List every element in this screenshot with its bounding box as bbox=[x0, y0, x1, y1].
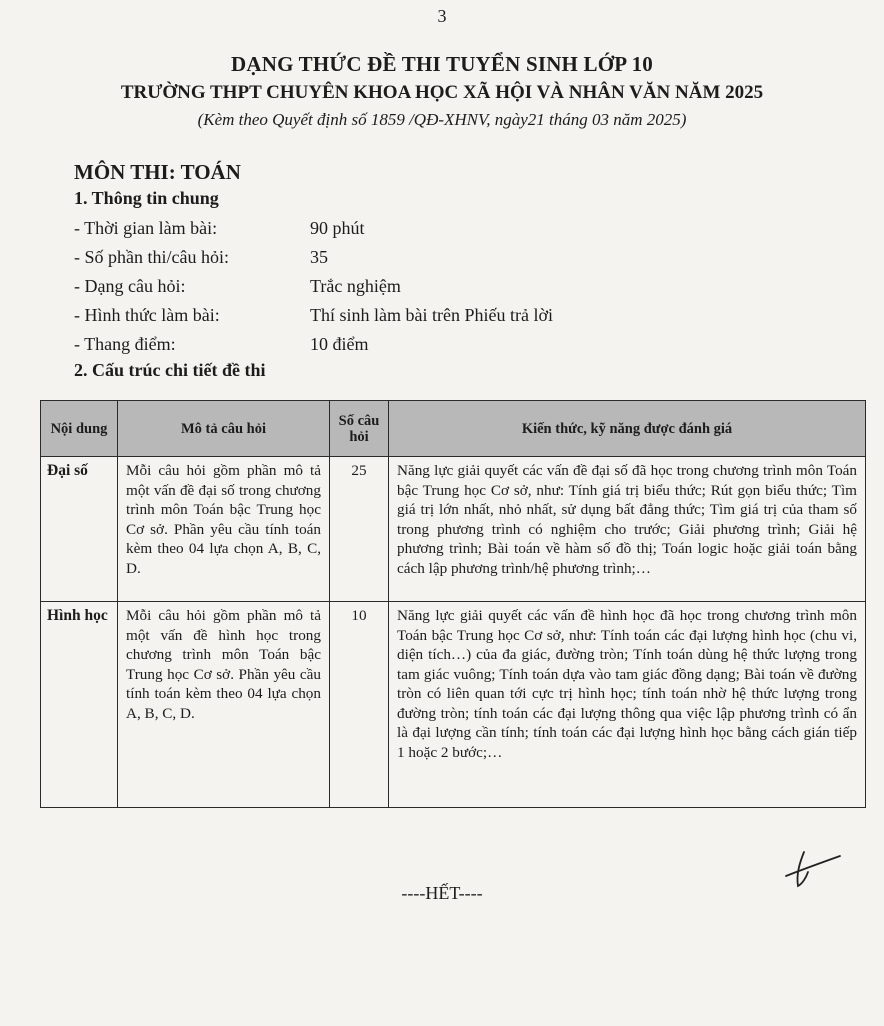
document-title: DẠNG THỨC ĐỀ THI TUYỂN SINH LỚP 10 bbox=[230, 52, 654, 76]
table-header-row bbox=[41, 401, 866, 457]
cell-count: 25 bbox=[330, 457, 389, 602]
exam-structure-table bbox=[40, 400, 866, 808]
info-label: - Số phần thi/câu hỏi: bbox=[74, 247, 229, 267]
info-value: 10 điểm bbox=[310, 334, 369, 354]
section2-heading: 2. Cấu trúc chi tiết đề thi bbox=[74, 360, 266, 380]
info-value: 35 bbox=[310, 247, 328, 267]
decision-reference: (Kèm theo Quyết định số 1859 /QĐ-XHNV, ngày21 tháng 03 năm 2025) bbox=[197, 110, 687, 129]
info-row-duration bbox=[74, 214, 774, 243]
info-value: Trắc nghiệm bbox=[310, 276, 401, 296]
table-row-algebra bbox=[41, 457, 866, 602]
header-skills: Kiến thức, kỹ năng được đánh giá bbox=[389, 401, 866, 457]
info-label: - Dạng câu hỏi: bbox=[74, 276, 186, 296]
school-name: TRƯỜNG THPT CHUYÊN KHOA HỌC XÃ HỘI VÀ NHÂN VĂN NĂM 2025 bbox=[120, 82, 764, 103]
info-row-exam-format bbox=[74, 301, 774, 330]
section1-heading: 1. Thông tin chung bbox=[74, 188, 219, 208]
cell-count: 10 bbox=[330, 602, 389, 808]
cell-topic: Đại số bbox=[41, 457, 118, 602]
info-row-question-count bbox=[74, 243, 774, 272]
info-row-score-scale bbox=[74, 330, 774, 359]
page-number: 3 bbox=[437, 6, 447, 26]
document-end-marker: ----HẾT---- bbox=[401, 883, 483, 903]
cell-description: Mỗi câu hỏi gồm phần mô tả một vấn đề đại số trong chương trình môn Toán bậc Trung học Cơ sở. Phần yêu cầu tính toán kèm theo 04 lựa chọn A, B, C, D. bbox=[118, 457, 330, 602]
table-row-geometry bbox=[41, 602, 866, 808]
info-label: - Thời gian làm bài: bbox=[74, 218, 218, 238]
info-value: Thí sinh làm bài trên Phiếu trả lời bbox=[310, 305, 553, 325]
info-label: - Hình thức làm bài: bbox=[74, 305, 220, 325]
header-description: Mô tả câu hỏi bbox=[118, 401, 330, 457]
cell-topic: Hình học bbox=[41, 602, 118, 808]
cell-skills: Năng lực giải quyết các vấn đề đại số đã học trong chương trình môn Toán bậc Trung học Cơ sở, như: Tính giá trị biểu thức; Rút gọn biểu thức; Tìm giá trị lớn nhất, nhỏ nhất, sử dụng bất đẳng thức; Tìm giá trị của tham số trong phương trình có nghiệm cho trước; Giải phương trình; Giải hệ phương trình; Bài toán về hàm số đồ thị; Toán logic hoặc giải toán bằng cách lập phương trình/hệ phương trình;… bbox=[389, 457, 866, 602]
info-label: - Thang điểm: bbox=[74, 334, 176, 354]
general-info-list bbox=[74, 214, 774, 359]
header-count: Số câu hỏi bbox=[330, 401, 389, 457]
cell-description: Mỗi câu hỏi gồm phần mô tả một vấn đề hình học trong chương trình môn Toán bậc Trung học Cơ sở. Phần yêu cầu tính toán kèm theo 04 lựa chọn A, B, C, D. bbox=[118, 602, 330, 808]
cell-skills: Năng lực giải quyết các vấn đề hình học đã học trong chương trình môn Toán bậc Trung học Cơ sở, như: Tính toán các đại lượng hình học (chu vi, diện tích…) của đa giác, đường tròn; Tính toán dùng hệ thức lượng trong tam giác vuông; Tính toán dựa vào tam giác đồng dạng; Bài toán về đường tròn có liên quan tới cực trị hình học; tính toán nhờ hệ thức lượng trong đường tròn; tính toán các đại lượng thông qua việc lập phương trình có ẩn là đại lượng cần tính; tính toán các đại lượng hình học bằng cách gián tiếp 1 hoặc 2 bước;… bbox=[389, 602, 866, 808]
info-value: 90 phút bbox=[310, 218, 365, 238]
subject-heading: MÔN THI: TOÁN bbox=[74, 160, 241, 184]
info-row-question-type bbox=[74, 272, 774, 301]
header-topic: Nội dung bbox=[41, 401, 118, 457]
